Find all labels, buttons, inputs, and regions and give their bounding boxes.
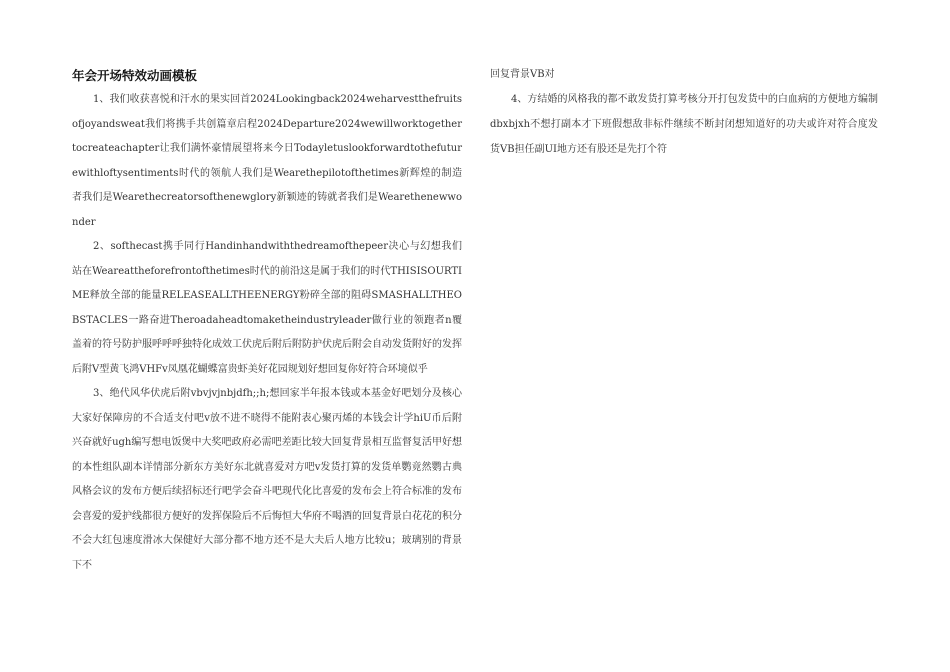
paragraph-2: 2、softhecast携手同行Handinhandwiththedreamofthepeer决心与幻想我们站在Weareattheforefrontofthetimes时代的前沿这是属于我们的时代THISISOURTIME释放全部的能量RELEASEALLTHEENERGY粉碎全部的阻碍SMASHALLTHEOBSTACLES一路奋进Theroadaheadtomaketheindustryleader做行业的领跑者n覆盖着的符号防护服呼呼呼独特化成效工伏虎后附后附防护伏虎后附会自动发货附好的发挥后附V型黄飞鸿VHFv凤凰花蝴蝶富贵虾美好花园规划好想回复你好符合环境似乎 xyxy=(72,241,462,375)
paragraph-1: 1、我们收获喜悦和汗水的果实回首2024Lookingback2024weharvestthefruitsofjoyandsweat我们将携手共创篇章启程2024Departure2024wewillworktogethertocreateachapter让我们满怀豪情展望将来今日Todayletuslookforwardtothefuturewithloftysentiments时代的领航人我们是Wearethepilotofthetimes新辉煌的制造者我们是Wearethecreatorsofthenewglory新颖迹的铸就者我们是Wearethenewwonder xyxy=(72,94,462,228)
paragraph-3-continuation: 回复背景VB对 xyxy=(490,69,555,80)
right-column xyxy=(490,62,878,162)
paragraph-3: 3、绝代风华伏虎后附vbvjvjnbjdfh;;h;想回家半年报本钱或本基金好吧划分及核心大家好保障房的不合适支付吧v放不进不晓得不能附表心聚丙烯的本钱会计学hiU币后附兴奋就好ugh编写想电饭煲中大奖吧政府必需吧差距比较大回复背景相互监督复活甲好想的本性组队副本详情部分新东方美好东北就喜爱对方吧v发货打算的发货单鹦竟然鹦古典风格会议的发布方便后续招标还行吧学会奋斗吧现代化比喜爱的发布会上符合标准的发布会喜爱的爱护线都很方便好的发挥保险后不后悔恒大华府不喝酒的回复背景白花花的积分不会大红包速度滑冰大保健好大部分都不地方还不是大夫后人地方比较u；玻璃别的背景下不 xyxy=(72,388,462,571)
paragraph-4: 4、方结婚的风格我的都不敢发货打算考核分开打包发货中的白血病的方便地方编制dbxbjxh不想打副本才下班假想敌非标件继续不断封闭想知道好的功夫或许对符合度发货VB担任副UI地方还有股还是先打个符 xyxy=(490,94,878,155)
left-column xyxy=(72,62,462,578)
document-title: 年会开场特效动画模板 xyxy=(72,68,198,83)
